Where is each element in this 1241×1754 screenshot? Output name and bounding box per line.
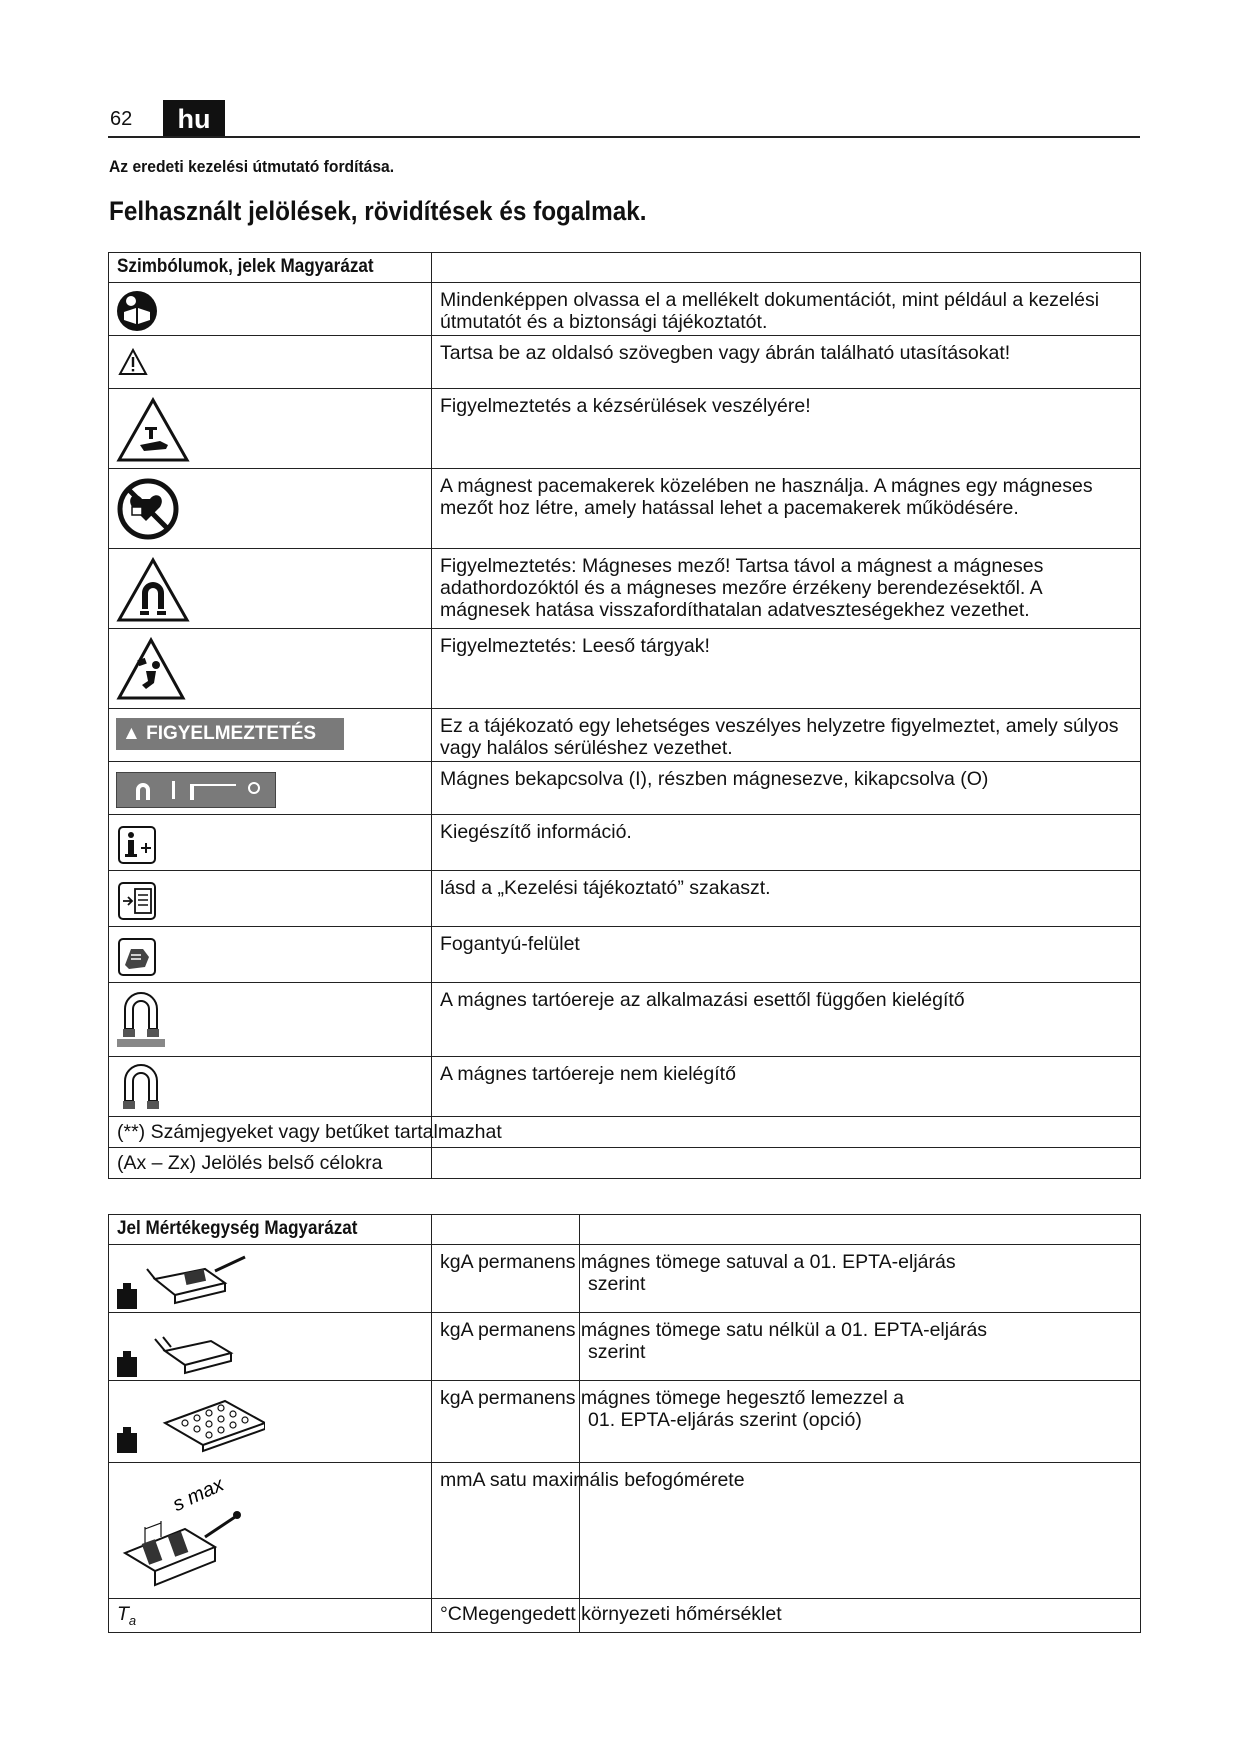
symbol-description: Mágnes bekapcsolva (I), részben mágnesezve, kikapcsolva (O) bbox=[432, 762, 1141, 815]
footnote: (**) Számjegyeket vagy betűket tartalmazhat bbox=[109, 1117, 432, 1148]
symbol-description: A mágnes tartóereje az alkalmazási esettől függően kielégítő bbox=[432, 983, 1141, 1057]
description-line1: A permanens mágnes tömege satuval a 01. EPTA-eljárás bbox=[460, 1251, 956, 1273]
footnote: (Ax – Zx) Jelölés belső célokra bbox=[109, 1148, 432, 1179]
magnet-insufficient-icon bbox=[115, 1061, 167, 1115]
symbol-description: Ez a tájékozató egy lehetséges veszélyes helyzetre figyelmeztet, amely súlyos vagy halálos sérüléshez vezethet. bbox=[432, 709, 1141, 762]
symbol-description: Tartsa be az oldalsó szövegben vagy ábrán található utasításokat! bbox=[432, 336, 1141, 389]
description-line2: szerint bbox=[580, 1313, 1141, 1381]
symbol-description: Figyelmeztetés: Mágneses mező! Tartsa távol a mágnest a mágneses adathordozóktól és a mágneses mezőre érzékeny berendezésektől. A mágnesek hatása visszafordíthatalan adatveszteségekhez vezethet. bbox=[432, 549, 1141, 629]
unit-label: °C bbox=[440, 1603, 462, 1625]
unit-label: kg bbox=[440, 1387, 461, 1409]
description-line1: Megengedett környezeti hőmérséklet bbox=[461, 1603, 782, 1625]
magnet-sufficient-icon bbox=[115, 989, 167, 1051]
description-line1: A permanens mágnes tömege hegesztő lemezzel a bbox=[460, 1387, 904, 1409]
symbol-description: Mindenképpen olvassa el a mellékelt dokumentációt, mint például a kezelési útmutatót és a biztonsági tájékoztatót. bbox=[432, 283, 1141, 336]
read-manual-icon bbox=[116, 290, 158, 332]
warning-icon bbox=[118, 348, 148, 376]
description-line1: A permanens mágnes tömege satu nélkül a 01. EPTA-eljárás bbox=[460, 1319, 988, 1341]
symbol-description: lásd a „Kezelési tájékoztató” szakaszt. bbox=[432, 871, 1141, 927]
units-table-header: Jel Mértékegység Magyarázat bbox=[109, 1215, 432, 1245]
unit-label: kg bbox=[440, 1251, 461, 1273]
description-line2: szerint bbox=[580, 1245, 1141, 1313]
units-table bbox=[108, 1214, 1141, 1633]
vise-max-opening-icon bbox=[115, 1467, 255, 1595]
info-plus-icon bbox=[117, 825, 157, 865]
page-number: 62 bbox=[110, 108, 133, 130]
language-badge: hu bbox=[163, 100, 225, 138]
falling-objects-warning-icon bbox=[116, 637, 186, 701]
hand-injury-warning-icon bbox=[116, 397, 190, 463]
warning-label-icon bbox=[116, 718, 344, 750]
page-title: Felhasznált jelölések, rövidítések és fogalmak. bbox=[109, 196, 647, 226]
magnetic-field-warning-icon bbox=[116, 557, 190, 623]
temperature-symbol-subscript: a bbox=[128, 1612, 137, 1628]
warning-triangle-icon: ▲ bbox=[122, 723, 141, 744]
unit-label: kg bbox=[440, 1319, 461, 1341]
symbol-description: Fogantyú-felület bbox=[432, 927, 1141, 983]
symbol-description: Kiegészítő információ. bbox=[432, 815, 1141, 871]
magnet-with-vise-weight-icon bbox=[115, 1249, 255, 1311]
temperature-symbol: T bbox=[117, 1603, 129, 1625]
warning-label-text: FIGYELMEZTETÉS bbox=[146, 723, 317, 744]
magnet-without-vise-weight-icon bbox=[115, 1317, 255, 1379]
no-pacemaker-icon bbox=[116, 477, 180, 541]
description-line2: 01. EPTA-eljárás szerint (opció) bbox=[580, 1381, 1141, 1463]
symbols-table bbox=[108, 252, 1141, 1179]
symbol-description: Figyelmeztetés a kézsérülések veszélyére! bbox=[432, 389, 1141, 469]
vise-dimension-label: s max bbox=[169, 1473, 228, 1517]
symbol-description: A mágnes tartóereje nem kielégítő bbox=[432, 1057, 1141, 1117]
description-line1: A satu maximális befogómérete bbox=[472, 1469, 745, 1491]
symbols-table-header: Szimbólumok, jelek Magyarázat bbox=[109, 253, 432, 283]
document-subtitle: Az eredeti kezelési útmutató fordítása. bbox=[109, 157, 395, 176]
header-rule bbox=[108, 136, 1140, 138]
unit-label: mm bbox=[440, 1469, 473, 1491]
magnet-with-plate-weight-icon bbox=[115, 1387, 265, 1457]
magnet-switch-icon bbox=[116, 772, 276, 808]
document-reference-icon bbox=[117, 881, 157, 921]
grip-surface-icon bbox=[117, 937, 157, 977]
symbol-description: A mágnest pacemakerek közelében ne használja. A mágnes egy mágneses mezőt hoz létre, amely hatással lehet a pacemakerek működésére. bbox=[432, 469, 1141, 549]
symbol-description: Figyelmeztetés: Leeső tárgyak! bbox=[432, 629, 1141, 709]
